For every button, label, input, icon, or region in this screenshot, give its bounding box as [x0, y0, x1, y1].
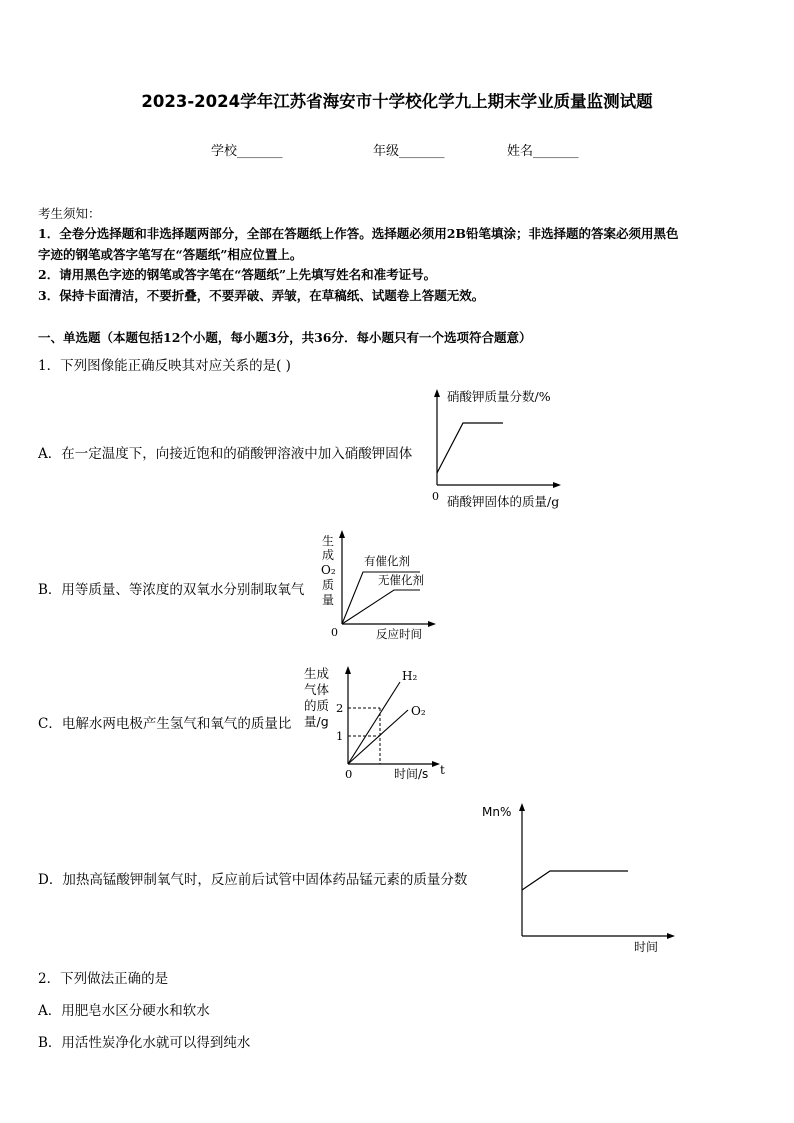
graph-b-origin: 0	[331, 626, 338, 639]
graph-c-xaxis-end: t	[440, 763, 445, 777]
graph-c-xlabel: 时间/s	[394, 767, 429, 781]
graph-a	[425, 385, 595, 515]
graph-c-origin: 0	[345, 767, 353, 781]
graph-b-line1-label: 有催化剂	[364, 554, 410, 568]
graph-b-xlabel: 反应时间	[376, 627, 422, 641]
q1-option-a: A．在一定温度下，向接近饱和的硝酸钾溶液中加入硝酸钾固体	[38, 446, 413, 462]
q2-option-a: A．用肥皂水区分硬水和软水	[38, 1003, 210, 1019]
q2-stem: 2．下列做法正确的是	[38, 971, 169, 987]
graph-b-ylabel-4: 质	[322, 578, 335, 592]
notice-heading: 考生须知：	[38, 206, 101, 221]
graph-c-h2-label: H₂	[402, 669, 418, 683]
graph-c-line-h2	[348, 682, 400, 764]
grade-field: 年级_______	[373, 144, 445, 159]
graph-d-xlabel: 时间	[634, 940, 659, 954]
graph-b	[318, 528, 448, 643]
graph-d-curve	[522, 871, 628, 890]
q1-option-b: B．用等质量、等浓度的双氧水分别制取氧气	[38, 582, 305, 598]
notice-line-1: 1．全卷分选择题和非选择题两部分，全部在答题纸上作答。选择题必须用2B铅笔填涂；非选择题的答案必须用黑色	[38, 226, 679, 241]
notice-line-3: 2．请用黑色字迹的钢笔或答字笔在“答题纸”上先填写姓名和准考证号。	[38, 267, 437, 282]
q2-option-b: B．用活性炭净化水就可以得到纯水	[38, 1035, 251, 1051]
graph-d-ylabel: Mn%	[482, 805, 512, 819]
graph-b-ylabel-1: 生	[322, 534, 335, 548]
graph-c-o2-label: O₂	[411, 704, 426, 718]
q1-option-d: D．加热高锰酸钾制氧气时，反应前后试管中固体药品锰元素的质量分数	[38, 872, 468, 888]
graph-a-curve	[437, 423, 503, 473]
name-field: 姓名_______	[507, 144, 579, 159]
graph-a-ylabel: 硝酸钾质量分数/%	[447, 389, 551, 404]
graph-c-ylabel-2: 气体	[304, 682, 330, 697]
graph-c-tick-2: 2	[336, 701, 344, 715]
graph-d	[478, 798, 683, 963]
graph-c-line-o2	[348, 710, 408, 764]
q1-stem: 1．下列图像能正确反映其对应关系的是( )	[38, 358, 291, 374]
graph-b-ylabel-2: 成	[322, 548, 335, 562]
graph-a-xlabel: 硝酸钾固体的质量/g	[447, 494, 560, 509]
graph-b-line2-label: 无催化剂	[378, 573, 424, 587]
graph-c-ylabel-3: 的质	[304, 698, 330, 713]
graph-b-ylabel-5: 量	[322, 593, 335, 607]
graph-a-origin: 0	[432, 490, 439, 503]
section-heading: 一、单选题（本题包括12个小题，每小题3分，共36分．每小题只有一个选项符合题意）	[38, 330, 532, 345]
graph-c	[300, 662, 455, 784]
notice-line-4: 3．保持卡面清洁，不要折叠，不要弄破、弄皱，在草稿纸、试题卷上答题无效。	[38, 288, 485, 303]
q1-option-c: C．电解水两电极产生氢气和氧气的质量比	[38, 716, 292, 732]
graph-c-ylabel-4: 量/g	[304, 714, 329, 729]
graph-c-tick-1: 1	[336, 729, 344, 743]
page-title: 2023-2024学年江苏省海安市十学校化学九上期末学业质量监测试题	[141, 92, 653, 111]
school-field: 学校_______	[211, 144, 283, 159]
graph-c-ylabel-1: 生成	[304, 666, 330, 681]
graph-b-ylabel-3: O₂	[321, 563, 336, 577]
notice-line-2: 字迹的钢笔或答字笔写在“答题纸”相应位置上。	[38, 247, 303, 262]
